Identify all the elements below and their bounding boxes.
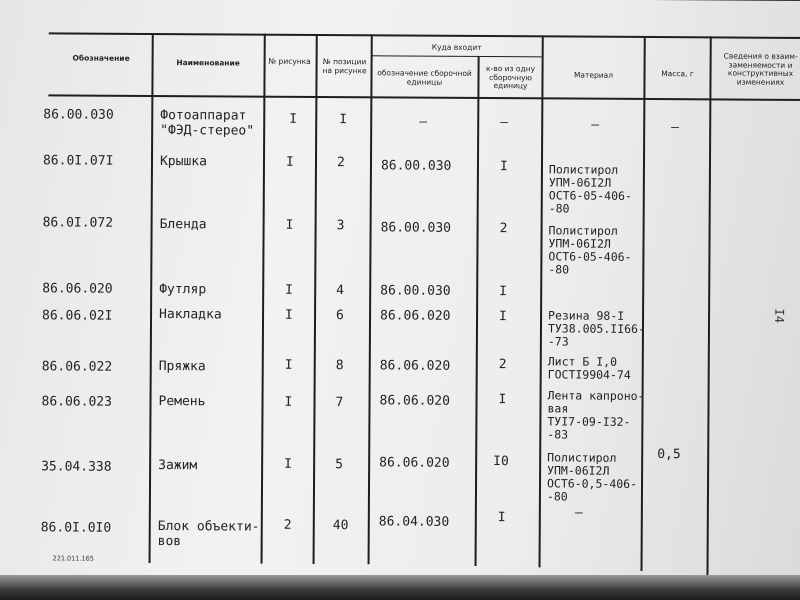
header-assembly-designation: обозначение сборочной единицы (377, 68, 472, 87)
row-material: Лента капроно- вая ТУI7-09-I32- -83 (547, 388, 645, 442)
header-figure-no: № рисунка (268, 56, 311, 66)
row-figure: I (284, 456, 293, 472)
header-position-no: № позиции на рисунке (322, 57, 367, 75)
row-figure: 2 (283, 517, 292, 533)
row-assembly: 86.00.030 (380, 158, 452, 174)
row-qty: I (497, 510, 506, 526)
row-designation: 86.00.030 (43, 107, 114, 123)
row-qty: 2 (498, 357, 507, 373)
header-mass: Масса, г (661, 69, 694, 79)
row-position: 5 (335, 457, 344, 473)
row-assembly: 86.06.020 (380, 308, 451, 324)
row-material: – (591, 117, 600, 133)
row-position: 4 (336, 283, 345, 299)
row-designation: 35.04.338 (41, 459, 112, 475)
row-assembly: 86.06.020 (379, 393, 451, 409)
row-position: 8 (335, 358, 344, 374)
row-figure: I (289, 111, 298, 127)
row-figure: I (284, 394, 293, 410)
header-notes: Сведения о взаим- заменяемости и конструктивных изменениях (723, 51, 798, 87)
row-position: 6 (336, 308, 344, 324)
header-material: Материал (573, 70, 614, 80)
column-divider (368, 34, 373, 564)
row-designation: 86.0I.0I0 (40, 520, 112, 536)
row-assembly: 86.00.030 (380, 220, 452, 236)
page-mark: I4 (772, 308, 787, 324)
row-name: Зажим (158, 458, 198, 474)
column-divider (640, 36, 645, 571)
row-name: Ремень (158, 394, 206, 410)
row-figure: I (285, 217, 294, 233)
column-divider (475, 56, 480, 566)
header-qty-per-assembly: к-во из одну сборочную единицу (486, 64, 536, 91)
row-figure: I (284, 357, 293, 373)
footer-code: 221.011.165 (52, 554, 94, 563)
row-name: Футляр (159, 282, 207, 298)
row-qty: I (499, 284, 508, 300)
row-qty: I (499, 159, 508, 175)
row-assembly: 86.00.030 (380, 283, 451, 299)
column-divider (539, 35, 544, 567)
row-material: – (574, 505, 583, 521)
header-name: Наименование (176, 58, 240, 68)
header-bottom-rule (48, 94, 800, 101)
row-name: Накладка (159, 307, 222, 323)
row-material: Полистирол УПМ-06I2Л ОСТ6-0,5-406- -80 (546, 450, 638, 504)
row-designation: 86.06.020 (42, 281, 113, 297)
row-qty: I (499, 309, 507, 325)
row-material: Полистирол УПМ-06I2Л ОСТ6-05-406- -80 (548, 162, 632, 216)
column-divider (706, 36, 711, 576)
row-position: 7 (335, 395, 344, 411)
table-top-rule (49, 32, 800, 39)
row-mass: – (671, 120, 680, 136)
row-assembly: 86.06.020 (379, 358, 451, 374)
row-designation: 86.0I.072 (42, 215, 114, 231)
column-divider (149, 33, 154, 563)
row-qty: I (498, 392, 507, 408)
row-figure: I (285, 282, 294, 298)
row-name: Блок объекти- вов (157, 519, 260, 550)
row-designation: 86.0I.07I (42, 153, 114, 169)
row-figure: I (285, 307, 293, 323)
row-material: Лист Б I,0 ГОСТI9904-74 (547, 354, 631, 382)
row-position: 2 (336, 155, 345, 171)
row-mass: 0,5 (657, 447, 681, 463)
row-material: Резина 98-I ТУ38.005.II66- -73 (547, 308, 645, 349)
row-position: I (339, 112, 348, 128)
row-figure: I (285, 154, 294, 170)
sheet-shadow (0, 575, 800, 600)
row-name: Пряжка (158, 359, 206, 375)
column-divider (261, 34, 266, 564)
row-name: Крышка (159, 154, 208, 170)
row-name: Бленда (159, 217, 207, 233)
row-material: Полистирол УПМ-06I2Л ОСТ6-05-406- -80 (548, 223, 632, 277)
header-where-used: Куда входит (431, 42, 482, 52)
column-divider (313, 34, 318, 564)
where-used-divider (372, 55, 542, 57)
row-designation: 86.06.02I (42, 308, 113, 324)
row-assembly: 86.04.030 (378, 514, 450, 530)
row-position: 3 (336, 218, 345, 234)
row-assembly: – (419, 114, 428, 130)
row-name: Фотоаппарат "ФЭД-стерео" (160, 108, 255, 139)
row-qty: 2 (499, 221, 508, 237)
row-assembly: 86.06.020 (379, 455, 450, 471)
row-designation: 86.06.023 (41, 394, 113, 410)
row-qty: I0 (493, 454, 509, 470)
row-position: 40 (332, 518, 349, 534)
header-designation: Обозначение (72, 53, 130, 63)
row-designation: 86.06.022 (41, 359, 113, 375)
row-qty: – (500, 115, 509, 131)
